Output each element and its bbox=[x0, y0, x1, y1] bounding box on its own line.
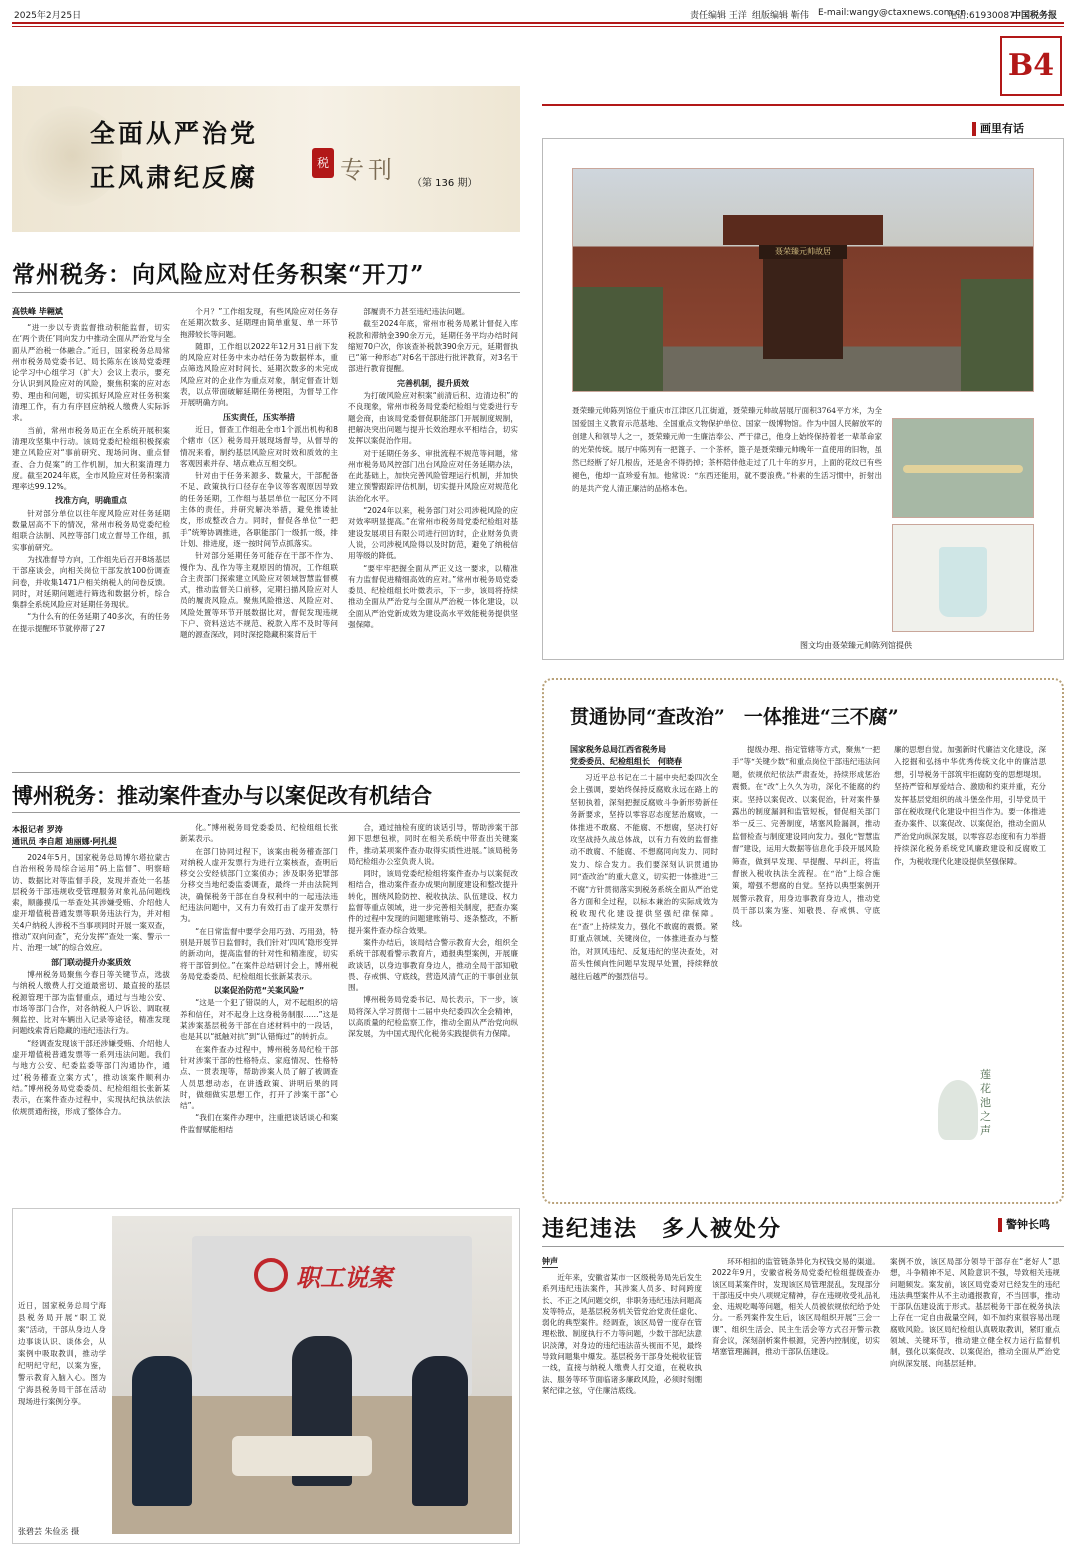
trees-right bbox=[961, 279, 1034, 392]
paragraph: 2024年5月，国家税务总局博尔塔拉蒙古自治州税务局综合运用“码上监督”、明察暗访、数据比对等监督手段，发现并查处一名基层税务干部违规收受管理服务对象礼品问题线索，顺藤摸瓜一举查处其涉嫌受贿、介绍他人虚开增值税普通发票等职务违法行为，并对相关4户纳税人涉税不当事项同时开展一案双查，推动“双向问查”，充分发挥“查处一案、警示一片、治理一域”的综合效应。 bbox=[12, 853, 170, 953]
issue-date: 2025年2月25日 bbox=[14, 11, 82, 21]
comb bbox=[903, 465, 1023, 473]
table bbox=[232, 1436, 372, 1476]
column-banner bbox=[12, 86, 520, 232]
paragraph: 博州税务局党委书记、局长表示，下一步，该局将深入学习贯彻十二届中央纪委四次全会精神，以高质量的纪检监察工作，推动全面从严治党向纵深发展，为中国式现代化税务实践提供有力保障。 bbox=[348, 995, 518, 1039]
paragraph: 对于延期任务多、审批流程不规范等问题，常州市税务局风控部门出台风险应对任务延期办法，在此基础上，加快完善风险管理运行机制，并加快建立预警跟踪评估机制，切实提升风险应对规范化法治化水平。 bbox=[348, 448, 518, 503]
paragraph: 针对部分延期任务可能存在干部不作为、慢作为、乱作为等主观原因的情况，工作组联合主责部门探索建立风险应对领域智慧监督模式，推动监督关口前移，定期扫描风险应对人员的履责风险点。聚焦风险推送、风险应对、风险处置等环节开展数据比对，督促发现违规下户、资料送达不规范、税款入库不及时等问题的源查深改，同时深挖隐藏积案背后干 bbox=[180, 551, 338, 640]
subheading: 找准方向，明确重点 bbox=[55, 496, 127, 506]
paragraph: “进一步以专责监督推动积能监督，切实在‘两个责任’同向发力中推动全面从严治党与全面从严治税一体融合。”近日，国家税务总局常州市税务局党委书记、局长陈东在该局党委理论学习中心组学习（扩大）会议上表示，要充分认识到风险应对的风险，聚焦积案的应对态势、理由和问题，切实抓好风险应对任务积案清理工作，有力有序回应纳税人缴费人实际诉求。 bbox=[12, 323, 170, 423]
essay-author-title: 党委委员、纪检组组长 何晓春 bbox=[570, 757, 682, 766]
article3-tag-label: 警钟长鸣 bbox=[1006, 1218, 1050, 1231]
photo-credit: 张碧芸 朱俭丞 摄 bbox=[18, 1527, 80, 1536]
article2-top-rule bbox=[12, 772, 520, 773]
subheading: 部门联动提升办案质效 bbox=[51, 957, 131, 967]
article2-byline1: 本报记者 罗涛 bbox=[12, 825, 63, 834]
subheading: 压实责任，压实举措 bbox=[223, 412, 295, 422]
article3-byline: 钟声 bbox=[542, 1257, 558, 1266]
trees-left bbox=[573, 287, 663, 392]
photo-caption: 近日，国家税务总局宁海县税务局开展“职工说案”活动，干部从身边人身边事谈认识、谈体会，从案例中吸取教训，推动学纪明纪守纪，以案为鉴，警示教育入脑入心。图为宁海县税务局干部在活动现场进行案例分享。 bbox=[18, 1301, 106, 1406]
paragraph: 截至2024年底，常州市税务局累计督促入库税款和滞纳金390余万元，延期任务平均办结时间缩短70户次，你该查补税款390余万元，延期督执已“第一种形态”对6名干部进行批评教育，对3名干部进行教育提醒。 bbox=[348, 319, 518, 374]
header-rule-thin bbox=[12, 26, 1064, 27]
article3-rule bbox=[542, 1246, 1064, 1247]
paragraph: 近日，督查工作组赴全市1个派出机构和8个辖市（区）税务局开展现场督导，从督导的情况来看，制约基层风险应对时效和质效的主客观因素并存、堵点难点互相交织。 bbox=[180, 424, 338, 468]
person-right bbox=[412, 1356, 468, 1506]
header-rule bbox=[12, 22, 1064, 24]
staff-talk-photo bbox=[112, 1216, 512, 1534]
email[interactable]: E-mail:wangy@ctaxnews.com.cn bbox=[818, 8, 967, 18]
paragraph: 个月？”工作组发现，有些风险应对任务存在延期次数多、延期理由简单重复、单一环节拖滞较长等问题。 bbox=[180, 307, 338, 339]
article3-column-2: 环环相扣的监管链条异化为权钱交易的渠道。2022年9月，安徽省税务局党委纪检组提级查办该区局某案件时，发现该区局管理混乱，发现部分干部违反中央八项规定精神，存在违规收受礼品礼金、违规吃喝等问题，相关人员被依规依纪给予处分。一系列案件发生后，该区局组织开展“三会一课”、组织生活会、民主生活会等方式召开警示教育会议，深刻剖析案件根源，完善内控制度，切实堵塞管理漏洞，推动干部队伍建设。 bbox=[712, 1257, 880, 1357]
teacup-photo bbox=[892, 524, 1034, 632]
paragraph: 博州税务局聚焦今春日等关键节点，选拔与纳税人缴费人打交道最密切、最直接的基层税源管理干部为监督重点，通过与当地公安、市场等部门合作，对各纳税人户诉讼、调取视频监控、比对车辆出入记录等途径，精准发现问题线索背后隐藏的违纪违法行为。 bbox=[12, 969, 170, 1036]
subheading: 以案促治防范“关案风险” bbox=[213, 986, 305, 996]
picture-talk-credit: 图文均由聂荣臻元帅陈列馆提供 bbox=[800, 641, 912, 650]
paragraph: 案件办结后，该局结合警示教育大会，组织全系统干部观看警示教育片，通报典型案例，开展廉政谈话，以身边事教育身边人，推动全局干部知敬畏、存戒惧、守底线，营造风清气正的干事创业氛围。 bbox=[348, 937, 518, 993]
banner-line2: 正风肃纪反腐 bbox=[90, 163, 259, 192]
article1-column-1 bbox=[12, 322, 170, 752]
essay-column-2: 提级办理、指定管辖等方式，聚焦“一把手”等“关键少数”和重点岗位干部违纪违法问题，依规依纪依法严肃查处，持续形成惩治震慑。在“改”上久久为功，深化不能腐的约束。坚持以案促改、以案促治，针对案件暴露出的制度漏洞和监管短板，督促相关部门举一反三、完善制度，堵塞风险漏洞，推动监督检查与制度建设同向发力。强化“智慧监督”建设，运用大数据等信息化手段开展风险筛查，做到早发现、早提醒、早纠正，将监督嵌入税收执法全流程。在“治”上综合施策，增强不想腐的自觉。坚持以典型案例开展警示教育，用身边事教育身边人，推动党员干部以案为鉴、知敬畏、存戒惧、守底线。 bbox=[732, 745, 880, 928]
article3-tag bbox=[998, 1216, 1050, 1232]
essay-title: 贯通协同“查改治” 一体推进“三不腐” bbox=[570, 706, 899, 728]
screen-title: 职工说案 bbox=[296, 1264, 392, 1292]
right-top-rule bbox=[542, 104, 1064, 106]
article2-byline2: 通讯员 李自超 迪丽娜·阿扎提 bbox=[12, 837, 117, 846]
banner-line1: 全面从严治党 bbox=[90, 119, 259, 148]
door-sign: 聂荣臻元帅故居 bbox=[759, 245, 847, 259]
article1-column-3 bbox=[348, 306, 518, 752]
paragraph: “我们在案件办理中，注重把谈话谈心和案件监督赋能相结 bbox=[180, 1113, 338, 1134]
layout-editor: 组版编辑 靳伟 bbox=[752, 11, 809, 21]
banner-seal: 税 bbox=[312, 148, 334, 178]
person-left bbox=[132, 1356, 192, 1506]
paper-name: 中国税务报 bbox=[1012, 11, 1058, 21]
picture-talk-caption: 聂荣臻元帅陈列馆位于重庆市江津区几江街道，聂荣臻元帅故居展厅面积3764平方米，为全国爱国主义教育示范基地、全国重点文物保护单位、国家一级博物馆。作为中国人民解放军的创建人和领导人之一，聂荣臻元帅一生廉洁奉公、严于律己，他身上始终保持着老一辈革命家的光荣传统。展厅中陈列有一把篦子、一个茶杯，篦子是聂荣臻元帅晚年一直使用的旧物，虽然已经断了好几根齿，还是舍不得扔掉；茶杯陪伴他走过了几十年的岁月，上面的花纹已有些褪色，他却一直珍爱有加。他常说：“东西还能用，就不要浪费。”朴素的生活习惯中，折射出的是共产党人清正廉洁的品格本色。 bbox=[572, 406, 882, 493]
essay-column-1: 习近平总书记在二十届中央纪委四次全会上强调，要始终保持反腐败永远在路上的坚韧执着，深刻把握反腐败斗争新形势新任务新要求，坚持以零容忍态度惩治腐败，一体推进不敢腐、不能腐、不想腐，坚决打好攻坚战持久战总体战，以有力有效的监督推动不敢腐、不能腐、不想腐同向发力、同时发力、综合发力。我们要深刻认识贯通协同“查改治”的重大意义，切实把一体推进“三不腐”方针贯彻落实到税务系统全面从严治党各方面和全过程，以标本兼治的实际成效为税收现代化建设提供坚强纪律保障。在“查”上持续发力，强化不敢腐的震慑。紧盯重点领域、关键岗位，一体推进查办与整治，对顶风违纪、反复违纪的坚决查处，对苗头性倾向性问题早发现早处置，持续释放越往后越严的强烈信号。 bbox=[570, 773, 718, 981]
roof bbox=[723, 215, 883, 245]
article2-column-3 bbox=[348, 822, 518, 1192]
union-logo bbox=[254, 1258, 288, 1292]
paragraph: 同时，该局党委纪检组将案件查办与以案促改相结合，推动案件查办成果向制度建设和整改提升转化，围绕风险防控、税收执法、队伍建设、权力监督等重点领域，进一步完善相关制度，把查办案件的过程中发现的问题建账销号、逐条整改，不断提升案件查办综合效果。 bbox=[348, 869, 518, 935]
paragraph: 为找准督导方向，工作组先后召开8场基层干部座谈会，向相关岗位干部发放100份调查问卷，并收集1471户相关纳税人的问卷反馈。同时，对延期问题进行筛选和数据分析，综合集群全系统风险应对延期任务现状。 bbox=[12, 554, 170, 610]
comb-photo bbox=[892, 418, 1034, 518]
paragraph: 当前，常州市税务局正在全系统开展积案清理攻坚集中行动。该局党委纪检组积极探索建立风险应对“事前研究、现场问询、重点督查、合力促案”的工作机制，加大积案清理力度。截至2024年底，全市风险应对任务积案清理率达99.12%。 bbox=[12, 425, 170, 492]
article1-byline: 高铁峰 毕翱斌 bbox=[12, 307, 63, 316]
paragraph: “要牢牢把握全面从严正义这一要求，以精准有力监督促进精细高效的应对。”常州市税务局党委委员、纪检组组长叶微表示，下一步，该局将持续推动全面从严治党与全面从严治税一体化建设，以全面从严治党新成效为建设高水平效能税务提供坚强保障。 bbox=[348, 563, 518, 630]
article2-column-2 bbox=[180, 822, 338, 1192]
lotus-seal bbox=[930, 1060, 1010, 1180]
paragraph: 为打破风险应对积案“前清后积、边清边积”的不良现象，常州市税务局党委纪检组与党委进行专题会商，由该局党委督促职能部门开展制度规制，把解决突出问题与提升长效治理水平相结合，切实发挥以案促治作用。 bbox=[348, 391, 518, 446]
article2-title: 博州税务：推动案件查办与以案促改有机结合 bbox=[12, 783, 432, 808]
memorial-hall-photo bbox=[572, 168, 1034, 392]
paragraph: 合，通过抽检有度的谈话引导，帮助涉案干部卸下思想包袱，同时在相关系统中带查出关键案件，推动某项案件查办取得实质性进展。”该局税务局纪检组办公室负责人说。 bbox=[348, 823, 518, 866]
essay-author-org: 国家税务总局江西省税务局 bbox=[570, 745, 666, 754]
article2-rule bbox=[12, 812, 520, 813]
essay-column-3: 廉的思想自觉。加强新时代廉洁文化建设，深入挖掘和弘扬中华优秀传统文化中的廉洁思想，引导税务干部筑牢拒腐防变的思想堤坝。坚持严管和厚爱结合、激励和约束并重，充分发挥基层党组织的战斗堡垒作用，引导党员干部在税收现代化建设中担当作为。要一体推进查办案件、以案促改、以案促治，推动全面从严治党向纵深发展，以零容忍态度和有力举措持续深化税务系统党风廉政建设和反腐败工作，为税收现代化建设提供坚强保障。 bbox=[894, 745, 1046, 866]
teacup bbox=[939, 547, 987, 617]
article1-title: 常州税务：向风险应对任务积案“开刀” bbox=[12, 261, 425, 288]
paragraph: “在日常监督中要学会用巧劲、巧用劲，特别是开展节日监督时，我们针对‘四风’隐形变异的新动向，提高监督的针对性和精准度，切实将干部管到位。”在案件总结研讨会上，博州税务局党委委员、纪检组组长张新某表示。 bbox=[180, 926, 338, 981]
picture-talk-tag-label: 画里有话 bbox=[980, 122, 1024, 135]
phone: 电话:61930087 bbox=[948, 11, 1015, 21]
article1-column-2 bbox=[180, 306, 338, 752]
article3-column-3: 案例不放，该区局部分领导干部存在“老好人”思想，斗争精神不足、风险意识不强，导致相关违规问题频发。案发前，该区局党委对已经发生的违纪违法典型案件从不主动通报教育，不当回事，推动干部队伍建设流于形式。基层税务干部在税务执法上存在一定自由裁量空间，如不加约束很容易出现腐败风险。该区局纪检组认真吸取教训，紧盯重点领域、关键环节，推动建立健全权力运行监督机制，强化以案促改、以案促治，推动全面从严治党向纵深发展、向基层延伸。 bbox=[890, 1257, 1060, 1368]
banner-special: 专刊 bbox=[340, 156, 396, 184]
subheading: 完善机制，提升质效 bbox=[397, 378, 469, 388]
paragraph: “为什么有的任务延期了40多次，有的任务在提示提醒环节就停滞了27 bbox=[12, 612, 170, 633]
article2-column-1 bbox=[12, 852, 170, 1192]
paragraph: 化。”博州税务局党委委员、纪检组组长张新某表示。 bbox=[180, 823, 338, 844]
article3-column-1: 近年来，安徽省某市一区级税务局先后发生系列违纪违法案件，其涉案人员多、时间跨度长、不正之风问题交织，非职务违纪违法问题高发等特点，是基层税务机关管党治党责任虚化、弱化的典型案件。经调查，该区局曾一度存在管理松散、制度执行不力等问题，少数干部纪法意识淡薄，对身边的违纪违法苗头视而不见，最终导致问题集中爆发。基层税务干部身处税收征管一线，直接与纳税人缴费人打交道，在税收执法、服务等环节面临诸多廉政风险，必须时刻绷紧纪律之弦，守住廉洁底线。 bbox=[542, 1273, 702, 1395]
paragraph: 针对部分单位以往年度风险应对任务延期数量居高不下的情况，常州市税务局党委纪检组联合法制、风控等部门成立督导工作组，抓实事前研究。 bbox=[12, 508, 170, 552]
lotus-drawing bbox=[938, 1080, 978, 1140]
paragraph: 在部门协同过程下，该案由税务稽查部门对纳税人虚开发票行为进行立案核查，查明后移交公安经侦部门立案侦办；涉及职务犯罪部分移交当地纪委监委调查，最终一并由法院判决，确保税务干部在自身权利中的一起违法违纪违法问题中，又有力有效打击了虚开发票行为。 bbox=[180, 846, 338, 924]
paragraph: “这是一个犯了错误的人，对不起组织的培养和信任，对不起身上这身税务制服……”这是某涉案基层税务干部在自述材料中的一段话，也是其以“抵触对抗”到“认错悔过”的转折点。 bbox=[180, 998, 338, 1042]
doorway bbox=[763, 259, 843, 359]
paragraph: 针对由于任务来源多、数量大，干部配备不足、政策执行口径存在争议等客观原因导致的任务延期，工作组与基层单位一起区分不同主体的责任，并研究解决举措，避免推诿扯皮，形成整改合力。同时，督促各单位“一把手”统筹协调推进，各职能部门一级抓一级，排计划、排进度，逐一按时间节点抓落实。 bbox=[180, 471, 338, 548]
paragraph: “2024年以来，税务部门对公司涉税风险的应对效率明显提高。”在常州市税务局党委纪检组对基建设发展项目有限公司进行回访时，企业财务负责人说，公司涉税风险得以及时防范，避免了纳税信用等级的降低。 bbox=[348, 506, 518, 561]
article3-title: 违纪违法 多人被处分 bbox=[542, 1216, 783, 1242]
paragraph: 部履责不力甚至违纪违法问题。 bbox=[363, 307, 470, 316]
lotus-seal-text: 莲花池之声 bbox=[980, 1068, 991, 1137]
paragraph: 在案件查办过程中，博州税务局纪检干部针对涉案干部的性格特点、家庭情况、性格特点、一贯表现等，帮助涉案人员了解了被调查人员思想动态，在讲透政策、讲明后果的同时，做细做实思想工作，打开了涉案干部“心结”。 bbox=[180, 1044, 338, 1111]
paragraph: 随即，工作组以2022年12月31日前下发的风险应对任务中未办结任务为数据样本，重点筛选风险应对时间长、延期次数多的未完成风险应对的企业作为重点对象，制定督查计划表，以点带面破解延期任务梗阻，为督导工作开展明确方向。 bbox=[180, 341, 338, 408]
responsible-editor: 责任编辑 王洋 bbox=[690, 11, 747, 21]
article1-rule bbox=[12, 292, 520, 293]
page-number: B4 bbox=[1000, 36, 1062, 96]
paragraph: “经调查发现该干部还涉嫌受贿、介绍他人虚开增值税普通发票等一系列违法问题。我们与地方公安、纪委监委等部门沟通协作，通过‘税务稽查立案方式’，推动该案件顺利办结。”博州税务局党委委员、纪检组组长张新某表示，在案件查办过程中，实现执纪执法依法依规贯通衔接，形成了整体合力。 bbox=[12, 1038, 170, 1116]
picture-talk-tag bbox=[972, 120, 1024, 136]
banner-issue: （第 136 期） bbox=[412, 178, 478, 189]
